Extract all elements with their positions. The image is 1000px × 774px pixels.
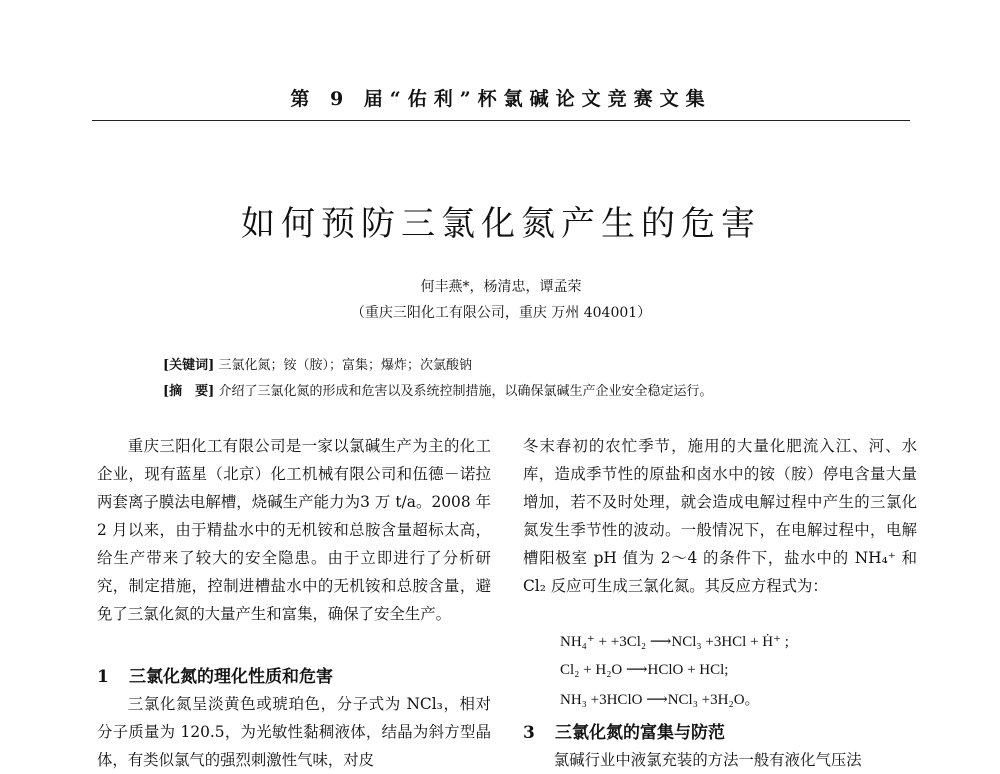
affiliation: （重庆三阳化工有限公司，重庆 万州 404001） <box>350 305 652 321</box>
journal-header: 第 9 届“佑利”杯氯碱论文竞赛文集 <box>290 88 712 110</box>
intro-text: 重庆三阳化工有限公司是一家以氯碱生产为主的化工企业，现有蓝星（北京）化工机械有限公司和伍德－诺拉两套离子膜法电解槽，烧碱生产能力为3 万 t/a。2008 年 2 月以来，由于精盐水中的无机铵和总胺含量超标太高，给生产带来了较大的安全隐患。由于立即进行了分析研究，制定措施，控制进槽盐水中的无机铵和总胺含量，避免了三氯化氮的大量产生和富集，确保了安全生产。 <box>97 437 491 623</box>
abstract-label: [摘 要] <box>163 384 215 399</box>
authors: 何丰燕*，杨清忠，谭孟荣 <box>420 279 582 295</box>
abstract-text: 介绍了三氯化氮的形成和危害以及系统控制措施，以确保氯碱生产企业安全稳定运行。 <box>218 384 713 399</box>
section-3-number: 3 <box>523 723 535 743</box>
section-1-title: 三氯化氮的理化性质和危害 <box>129 667 333 687</box>
keywords-label: [关键词] <box>163 358 215 373</box>
keywords-text: 三氯化氮；铵（胺）；富集；爆炸；次氯酸钠 <box>218 358 472 373</box>
header-rule <box>92 120 910 121</box>
keywords-line <box>163 354 472 373</box>
section-3-heading <box>523 718 725 743</box>
section-3-paragraph <box>523 746 917 774</box>
abstract-line <box>163 380 712 399</box>
equation-2: Cl₂ + H₂O ⟶HClO + HCl; <box>560 662 729 678</box>
reaction-text: 冬末春初的农忙季节，施用的大量化肥流入江、河、水库，造成季节性的原盐和卤水中的铵（胺）停电含量大量增加，若不及时处理，就会造成电解过程中产生的三氯化氮发生季节性的波动。一般情况下，在电解过程中，电解槽阳极室 pH 值为 2～4 的条件下，盐水中的 NH₄⁺ 和 Cl₂ 反应可生成三氯化氮。其反应方程式为： <box>523 437 917 595</box>
reaction-paragraph <box>523 432 917 600</box>
section-3-text: 氯碱行业中液氯充装的方法一般有液化气压法 <box>553 751 862 769</box>
intro-paragraph <box>97 432 491 628</box>
section-1-number: 1 <box>97 667 109 687</box>
paper-title: 如何预防三氯化氮产生的危害 <box>241 204 761 244</box>
section-1-heading <box>97 662 333 687</box>
equation-3: NH₃ +3HClO ⟶NCl₃ +3H₂O。 <box>560 692 760 708</box>
section-1-paragraph <box>97 690 491 774</box>
section-1-text: 三氯化氮呈淡黄色或琥珀色，分子式为 NCl₃，相对分子质量为 120.5，为光敏性黏稠液体，结晶为斜方型晶体，有类似氯气的强烈刺激性气味，对皮 <box>97 695 491 769</box>
equation-1: NH₄⁺ + +3Cl₂ ⟶NCl₃ +3HCl + Ḣ⁺ ; <box>560 634 789 650</box>
section-3-title: 三氯化氮的富集与防范 <box>555 723 725 743</box>
